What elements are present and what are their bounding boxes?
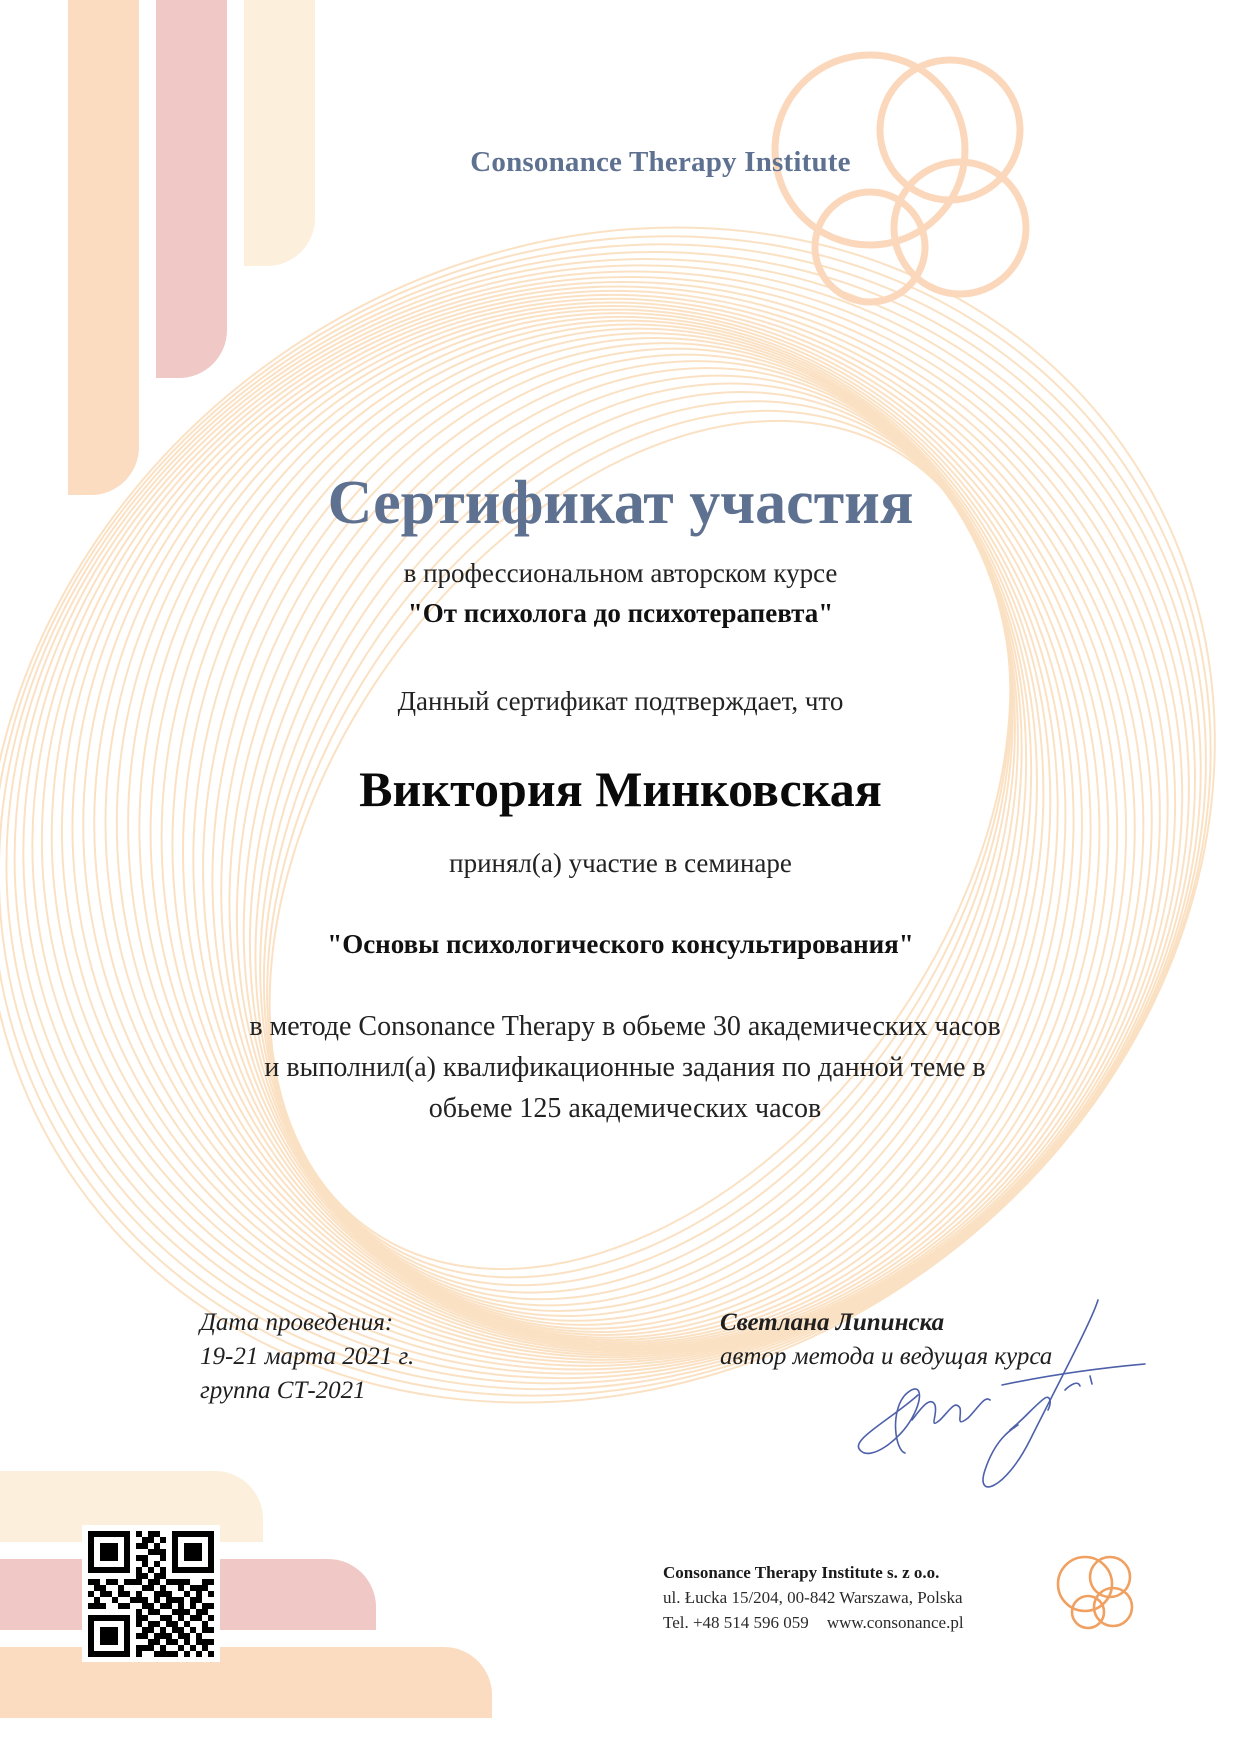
- details-line-3: обьеме 125 академических часов: [428, 1093, 822, 1124]
- institute-name-header: Consonance Therapy Institute: [470, 146, 851, 178]
- footer-website-link[interactable]: www.consonance.pl: [826, 1613, 964, 1632]
- details-line-2: и выполнил(а) квалификационные задания по данной теме в: [264, 1052, 986, 1083]
- certificate-title: Сертификат участия: [327, 469, 914, 537]
- course-subtitle: в профессиональном авторском курсе: [403, 558, 838, 588]
- footer-phone: Tel. +48 514 596 059: [663, 1613, 809, 1632]
- participated-text: принял(а) участие в семинаре: [449, 848, 792, 878]
- footer-address: ul. Łucka 15/204, 00-842 Warszawa, Polska: [663, 1588, 963, 1607]
- date-label: Дата проведения:: [200, 1309, 394, 1336]
- signatory-name: Светлана Липинска: [720, 1309, 945, 1336]
- signatory-role: автор метода и ведущая курса: [720, 1343, 1053, 1370]
- footer-company: Consonance Therapy Institute s. z o.o.: [663, 1563, 940, 1582]
- group-label: группа СТ-2021: [200, 1377, 366, 1404]
- date-value: 19-21 марта 2021 г.: [200, 1343, 415, 1370]
- seminar-name: "Основы психологического консультирования": [327, 929, 914, 959]
- confirms-text: Данный сертификат подтверждает, что: [397, 686, 844, 716]
- course-name: "От психолога до психотерапевта": [407, 598, 834, 628]
- details-line-1: в методе Consonance Therapy в обьеме 30 академических часов: [249, 1011, 1001, 1042]
- recipient-name: Виктория Минковская: [359, 761, 882, 817]
